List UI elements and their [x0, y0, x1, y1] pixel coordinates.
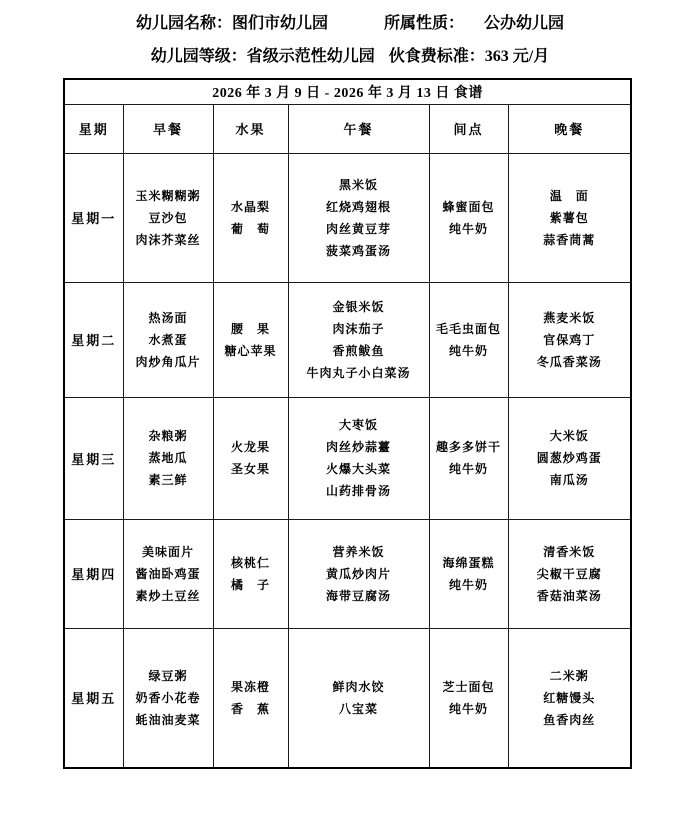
table-row	[64, 153, 631, 282]
menu-item: 纯牛奶	[448, 462, 488, 476]
menu-item: 红烧鸡翅根	[325, 199, 391, 214]
ownership-value: 公办幼儿园	[484, 15, 565, 32]
meal-fee-label: 伙食费标准：	[388, 48, 485, 65]
day-label: 星期五	[64, 628, 123, 768]
menu-item: 大枣饭	[338, 418, 378, 432]
table-row	[64, 519, 631, 628]
menu-item: 官保鸡丁	[543, 332, 596, 347]
menu-item: 纯牛奶	[448, 577, 488, 592]
menu-item: 果冻橙	[230, 679, 270, 694]
menu-item: 糖心苹果	[224, 343, 277, 358]
menu-item: 营养米饭	[332, 544, 385, 559]
kindergarten-grade-label: 幼儿园等级：	[150, 48, 247, 65]
dinner-cell	[508, 282, 631, 397]
column-header-dinner: 晚餐	[508, 104, 631, 153]
menu-item: 豆沙包	[148, 210, 188, 225]
fruit-cell	[213, 519, 288, 628]
menu-item: 火爆大头菜	[325, 462, 391, 476]
info-line-1	[0, 12, 700, 36]
dinner-cell	[508, 397, 631, 519]
menu-item: 黑米饭	[338, 177, 378, 192]
menu-item: 肉沫芥菜丝	[135, 232, 201, 247]
menu-item: 酱油卧鸡蛋	[135, 566, 201, 581]
menu-item: 纯牛奶	[448, 701, 488, 716]
menu-item: 八宝菜	[338, 701, 378, 716]
menu-item: 腰 果	[230, 321, 270, 336]
menu-item: 菠菜鸡蛋汤	[325, 243, 391, 258]
dinner-cell	[508, 153, 631, 282]
menu-item: 水煮蛋	[148, 332, 188, 347]
menu-item: 二米粥	[549, 668, 589, 683]
menu-item: 火龙果	[230, 440, 270, 454]
table-row	[64, 397, 631, 519]
snack-cell	[429, 397, 508, 519]
menu-item: 圣女果	[230, 462, 270, 476]
fruit-cell	[213, 397, 288, 519]
menu-item: 香煎鲅鱼	[332, 343, 385, 358]
snack-cell	[429, 628, 508, 768]
menu-item: 海绵蛋糕	[442, 555, 495, 570]
dinner-cell	[508, 628, 631, 768]
menu-item: 鱼香肉丝	[543, 712, 596, 727]
menu-item: 杂粮粥	[148, 429, 188, 443]
menu-item: 肉丝炒蒜薹	[325, 440, 391, 454]
menu-item: 橘 子	[230, 577, 270, 592]
column-header-breakfast: 早餐	[123, 104, 213, 153]
table-title-row	[64, 79, 631, 104]
menu-item: 蒸地瓜	[148, 451, 188, 465]
menu-item: 金银米饭	[332, 299, 385, 314]
menu-item: 纯牛奶	[448, 343, 488, 358]
weekly-menu-table	[63, 78, 632, 769]
info-line-2	[0, 45, 700, 69]
meal-fee-value: 363 元/月	[484, 48, 550, 65]
column-header-day: 星期	[64, 104, 123, 153]
menu-item: 美味面片	[141, 544, 194, 559]
lunch-cell	[288, 282, 429, 397]
day-label: 星期三	[64, 397, 123, 519]
menu-item: 玉米糊糊粥	[135, 188, 201, 203]
kindergarten-grade-value: 省级示范性幼儿园	[246, 48, 375, 65]
menu-item: 南瓜汤	[549, 473, 589, 487]
menu-date-range-title: 2026 年 3 月 9 日 - 2026 年 3 月 13 日 食谱	[64, 79, 631, 104]
lunch-cell	[288, 153, 429, 282]
menu-item: 山药排骨汤	[325, 484, 391, 498]
kindergarten-name-label: 幼儿园名称：	[135, 15, 232, 32]
menu-item: 蚝油油麦菜	[135, 712, 201, 727]
menu-item: 香 蕉	[230, 701, 270, 716]
menu-body	[64, 153, 631, 768]
menu-item: 温 面	[549, 188, 589, 203]
lunch-cell	[288, 397, 429, 519]
menu-item: 趣多多饼干	[435, 440, 501, 454]
menu-item: 牛肉丸子小白菜汤	[306, 365, 411, 380]
menu-item: 芝士面包	[442, 679, 495, 694]
menu-item: 红糖馒头	[543, 690, 596, 705]
menu-item: 奶香小花卷	[135, 690, 201, 705]
menu-item: 肉丝黄豆芽	[325, 221, 391, 236]
fruit-cell	[213, 153, 288, 282]
menu-item: 素三鲜	[148, 473, 188, 487]
breakfast-cell	[123, 282, 213, 397]
menu-item: 清香米饭	[543, 544, 596, 559]
dinner-cell	[508, 519, 631, 628]
menu-item: 肉炒角瓜片	[135, 354, 201, 369]
lunch-cell	[288, 628, 429, 768]
day-label: 星期二	[64, 282, 123, 397]
table-header-row	[64, 104, 631, 153]
menu-item: 黄瓜炒肉片	[325, 566, 391, 581]
menu-item: 冬瓜香菜汤	[536, 354, 602, 369]
menu-item: 素炒土豆丝	[135, 588, 201, 603]
table-row	[64, 282, 631, 397]
menu-item: 燕麦米饭	[543, 310, 596, 325]
breakfast-cell	[123, 628, 213, 768]
menu-item: 毛毛虫面包	[435, 321, 501, 336]
lunch-cell	[288, 519, 429, 628]
day-label: 星期四	[64, 519, 123, 628]
ownership-label: 所属性质：	[384, 15, 465, 32]
kindergarten-name-value: 图们市幼儿园	[231, 15, 328, 32]
menu-item: 蜂蜜面包	[442, 199, 495, 214]
menu-item: 海带豆腐汤	[325, 588, 391, 603]
menu-item: 蒜香茼蒿	[543, 232, 596, 247]
breakfast-cell	[123, 153, 213, 282]
breakfast-cell	[123, 519, 213, 628]
menu-item: 热汤面	[148, 310, 188, 325]
table-row	[64, 628, 631, 768]
menu-item: 肉沫茄子	[332, 321, 385, 336]
menu-item: 核桃仁	[230, 555, 270, 570]
breakfast-cell	[123, 397, 213, 519]
day-label: 星期一	[64, 153, 123, 282]
menu-item: 葡 萄	[230, 221, 270, 236]
menu-item: 香菇油菜汤	[536, 588, 602, 603]
fruit-cell	[213, 628, 288, 768]
doc-header	[0, 0, 700, 69]
menu-item: 大米饭	[549, 429, 589, 443]
menu-item: 水晶梨	[230, 199, 270, 214]
menu-item: 绿豆粥	[148, 668, 188, 683]
snack-cell	[429, 153, 508, 282]
menu-item: 纯牛奶	[448, 221, 488, 236]
menu-item: 尖椒干豆腐	[536, 566, 602, 581]
menu-item: 鲜肉水饺	[332, 679, 385, 694]
snack-cell	[429, 519, 508, 628]
fruit-cell	[213, 282, 288, 397]
menu-item: 紫薯包	[549, 210, 589, 225]
menu-item: 圆葱炒鸡蛋	[536, 451, 602, 465]
snack-cell	[429, 282, 508, 397]
column-header-snack: 间点	[429, 104, 508, 153]
column-header-lunch: 午餐	[288, 104, 429, 153]
column-header-fruit: 水果	[213, 104, 288, 153]
